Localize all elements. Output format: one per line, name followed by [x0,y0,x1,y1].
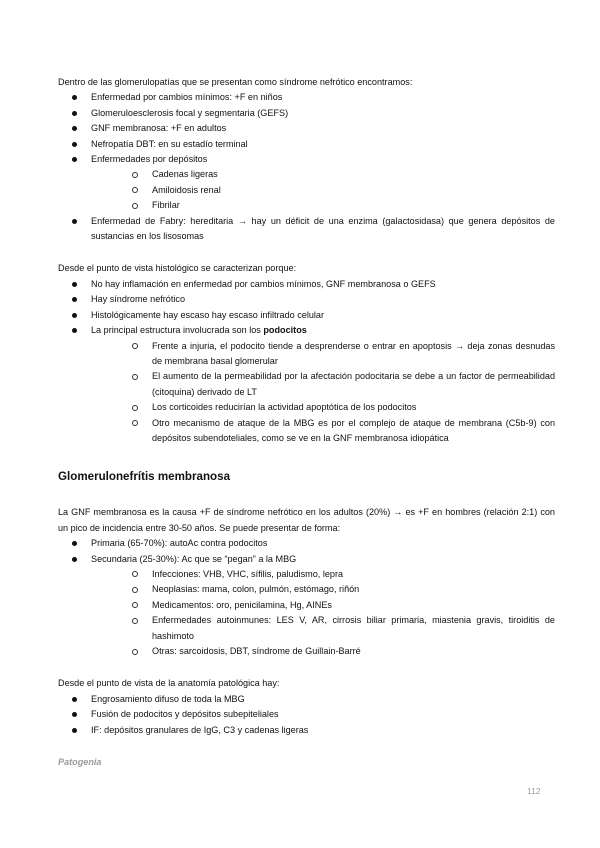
membranous-forms-list [58,536,555,659]
list-item: Histológicamente hay escaso hay escaso infiltrado celular [58,308,555,323]
sublist-item: Amiloidosis renal [132,183,555,198]
list-item: Hay síndrome nefrótico [58,292,555,307]
bullet-icon [72,328,77,333]
sublist-item: El aumento de la permeabilidad por la afectación podocitaria se debe a un factor de permeabilidad (citoquina) derivado de LT [132,369,555,400]
bullet-icon [72,697,77,702]
bullet-icon [72,157,77,162]
list-item: GNF membranosa: +F en adultos [58,121,555,136]
circle-bullet-icon [132,420,138,426]
circle-bullet-icon [132,571,138,577]
podocyte-sublist [132,339,555,447]
list-item: Enfermedades por depósitos Cadenas ligeras Amiloidosis renal Fibrilar [58,152,555,214]
list-item: Secundaria (25-30%): Ac que se “pegan” a la MBG Infecciones: VHB, VHC, sífilis, paludismo, lepra Neoplasias: mama, colon, pulmón, estómago, riñón Medicamentos: oro, penicilamina, Hg, AINEs Enfermedades autoinmunes: LES V, AR, cirrosis biliar primaria, miastenia gravis, tiroiditis de hashimoto Otras: sarcoidosis, DBT, síndrome de Guillain-Barré [58,552,555,660]
nephrotic-glomerulopathies-list [58,90,555,244]
sublist-item: Otro mecanismo de ataque de la MBG es por el complejo de ataque de membrana (C5b-9) con depósitos subendoteliales, como se ve en la GNF membranosa idiopática [132,416,555,447]
sublist-item: Enfermedades autoinmunes: LES V, AR, cirrosis biliar primaria, miastenia gravis, tiroiditis de hashimoto [132,613,555,644]
histology-intro: Desde el punto de vista histológico se caracterizan porque: [58,263,297,274]
bullet-icon [72,126,77,131]
circle-bullet-icon [132,587,138,593]
circle-bullet-icon [132,172,138,178]
podocitos-emphasis: podocitos [263,325,307,336]
list-item: Nefropatía DBT: en su estadío terminal [58,137,555,152]
pathology-list [58,692,555,738]
circle-bullet-icon [132,602,138,608]
list-item: Enfermedad por cambios mínimos: +F en niños [58,90,555,105]
circle-bullet-icon [132,618,138,624]
bullet-icon [72,297,77,302]
sublist-item: Cadenas ligeras [132,167,555,182]
circle-bullet-icon [132,374,138,380]
bullet-icon [72,111,77,116]
circle-bullet-icon [132,187,138,193]
page-content [58,75,555,770]
list-item: Engrosamiento difuso de toda la MBG [58,692,555,707]
sublist-item: Los corticoides reducirían la actividad apoptótica de los podocitos [132,400,555,415]
list-item: No hay inflamación en enfermedad por cambios mínimos, GNF membranosa o GEFS [58,277,555,292]
list-item: Fusión de podocitos y depósitos subepiteliales [58,707,555,722]
list-item: Primaria (65-70%): autoAc contra podocitos [58,536,555,551]
bullet-icon [72,712,77,717]
bullet-icon [72,557,77,562]
histology-list [58,277,555,446]
circle-bullet-icon [132,405,138,411]
bullet-icon [72,728,77,733]
section-title: Glomerulonefrítis membranosa [58,470,231,484]
bullet-icon [72,541,77,546]
circle-bullet-icon [132,649,138,655]
list-item: La principal estructura involucrada son los podocitos Frente a injuria, el podocito tiende a desprenderse o entrar en apoptosis → deja zonas desnudas de membrana basal glomerular El aumento de la permeabilidad por la afectación podocitaria se debe a un factor de permeabilidad (citoquina) derivado de LT Los corticoides reducirían la actividad apoptótica de los podocitos Otro mecanismo de ataque de la MBG es por el complejo de ataque de membrana (C5b-9) con depósitos subendoteliales, como se ve en la GNF membranosa idiopática [58,323,555,446]
subheading-patogenia: Patogenia [58,757,102,768]
bullet-icon [72,282,77,287]
page-number: 112 [527,786,541,796]
deposit-diseases-sublist [132,167,555,213]
circle-bullet-icon [132,203,138,209]
list-item: IF: depósitos granulares de IgG, C3 y cadenas ligeras [58,723,555,738]
list-item: Glomeruloesclerosis focal y segmentaria (GEFS) [58,106,555,121]
bullet-icon [72,95,77,100]
bullet-icon [72,219,77,224]
sublist-item: Frente a injuria, el podocito tiende a desprenderse o entrar en apoptosis → deja zonas desnudas de membrana basal glomerular [132,339,555,370]
pathology-intro: Desde el punto de vista de la anatomía patológica hay: [58,678,280,689]
secondary-causes-sublist [132,567,555,659]
sublist-item: Fibrilar [132,198,555,213]
bullet-icon [72,142,77,147]
membranous-intro: La GNF membranosa es la causa +F de síndrome nefrótico en los adultos (20%) → es +F en hombres (relación 2:1) con un pico de incidencia entre 30-50 años. Se puede presentar de forma: [58,507,555,533]
sublist-item: Neoplasias: mama, colon, pulmón, estómago, riñón [132,582,555,597]
bullet-icon [72,313,77,318]
sublist-item: Medicamentos: oro, penicilamina, Hg, AINEs [132,598,555,613]
sublist-item: Otras: sarcoidosis, DBT, síndrome de Guillain-Barré [132,644,555,659]
circle-bullet-icon [132,343,138,349]
list-item: Enfermedad de Fabry: hereditaria → hay un déficit de una enzima (galactosidasa) que genera depósitos de sustancias en los lisosomas [58,214,555,245]
intro-paragraph: Dentro de las glomerulopatías que se presentan como síndrome nefrótico encontramos: [58,77,413,87]
sublist-item: Infecciones: VHB, VHC, sífilis, paludismo, lepra [132,567,555,582]
